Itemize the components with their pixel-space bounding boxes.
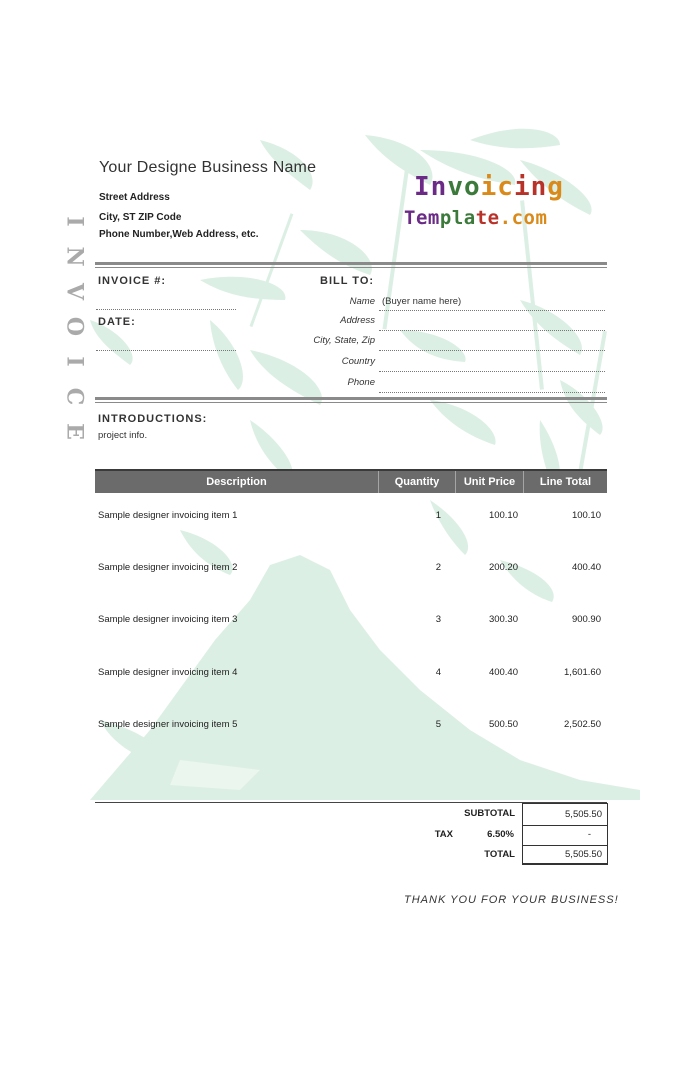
introductions-text[interactable]: project info. [98, 430, 148, 441]
item-description: Sample designer invoicing item 2 [98, 562, 238, 573]
item-unit-price: 400.40 [488, 667, 518, 678]
vertical-title-letter: I [61, 356, 88, 367]
col-line-total: Line Total [539, 476, 592, 488]
business-name: Your Designe Business Name [99, 159, 317, 176]
item-line-total: 1,601.60 [564, 667, 601, 678]
table-row[interactable] [95, 562, 607, 576]
bill-phone-field[interactable] [379, 392, 605, 393]
vertical-title-letter: I [61, 216, 88, 227]
logo-template-com [404, 207, 547, 229]
items-table-header [95, 469, 607, 493]
logo-letter: v [447, 172, 464, 202]
item-description: Sample designer invoicing item 3 [98, 614, 238, 625]
logo-letter: c [497, 172, 514, 202]
street-address: Street Address [99, 192, 170, 203]
table-row[interactable] [95, 719, 607, 733]
logo-letter: l [451, 207, 464, 229]
logo-letter: n [530, 172, 548, 202]
bill-country-label: Country [341, 356, 375, 367]
col-quantity: Quantity [379, 471, 456, 493]
logo-letter: i [513, 172, 531, 202]
introductions-heading: INTRODUCTIONS: [98, 413, 208, 425]
logo-letter: a [463, 207, 476, 229]
logo-letter: m [427, 207, 440, 229]
bill-phone-label: Phone [347, 377, 375, 388]
vertical-title-letter: E [61, 423, 88, 440]
divider-top [95, 262, 607, 265]
subtotal-box [522, 803, 608, 826]
logo-letter: g [547, 172, 564, 202]
logo-letter: t [475, 207, 488, 229]
date-label: DATE: [98, 316, 136, 328]
logo-letter: e [415, 207, 428, 229]
item-quantity: 5 [435, 719, 441, 730]
logo-letter: i [480, 172, 498, 202]
logo-letter: o [463, 172, 481, 202]
table-row[interactable] [95, 510, 607, 524]
bill-country-field[interactable] [379, 371, 605, 372]
total-value: 5,505.50 [565, 849, 602, 860]
item-line-total: 400.40 [571, 562, 601, 573]
item-line-total: 900.90 [571, 614, 601, 625]
tax-label: TAX [434, 829, 453, 840]
logo-letter: m [535, 207, 548, 229]
table-row[interactable] [95, 667, 607, 681]
logo-letter: p [439, 207, 452, 229]
bill-address-field[interactable] [379, 330, 605, 331]
bill-city-field[interactable] [379, 350, 605, 351]
tax-rate[interactable]: 6.50% [487, 829, 514, 840]
logo-letter: I [414, 172, 431, 202]
logo-letter: T [404, 207, 416, 229]
item-quantity: 3 [435, 614, 441, 625]
col-description: Description [95, 471, 379, 493]
subtotal-value: 5,505.50 [565, 809, 602, 820]
city-state-zip: City, ST ZIP Code [99, 212, 182, 223]
item-unit-price: 300.30 [488, 614, 518, 625]
logo-letter: . [499, 207, 512, 229]
bill-city-label: City, State, Zip [313, 335, 375, 346]
vertical-title-letter: C [61, 387, 88, 406]
vertical-title-letter: O [61, 316, 88, 337]
item-unit-price: 200.20 [488, 562, 518, 573]
vertical-title-letter: V [61, 282, 88, 301]
item-description: Sample designer invoicing item 5 [98, 719, 238, 730]
divider-top-thin [95, 267, 607, 268]
logo-letter: n [430, 172, 448, 202]
table-row[interactable] [95, 614, 607, 628]
bill-address-label: Address [340, 315, 375, 326]
col-unit-price: Unit Price [456, 471, 524, 493]
item-quantity: 2 [435, 562, 441, 573]
bill-name-line [379, 310, 605, 311]
invoice-number-field[interactable] [96, 309, 236, 310]
logo-letter: o [523, 207, 536, 229]
item-description: Sample designer invoicing item 1 [98, 510, 238, 521]
bill-to-heading: BILL TO: [320, 275, 375, 287]
item-quantity: 1 [435, 510, 441, 521]
item-unit-price: 500.50 [488, 719, 518, 730]
bill-name-label: Name [349, 296, 375, 307]
item-unit-price: 100.10 [488, 510, 518, 521]
item-line-total: 100.10 [571, 510, 601, 521]
date-field[interactable] [96, 350, 236, 351]
divider-middle [95, 397, 607, 400]
logo-letter: e [487, 207, 500, 229]
invoice-number-label: INVOICE #: [98, 275, 167, 287]
item-quantity: 4 [435, 667, 441, 678]
logo-invoicing [414, 172, 564, 202]
total-box [522, 845, 608, 865]
contact-info: Phone Number,Web Address, etc. [99, 229, 259, 240]
logo-letter: c [511, 207, 524, 229]
total-label: TOTAL [484, 849, 515, 860]
tax-value: - [587, 829, 591, 840]
vertical-invoice-title [61, 204, 88, 449]
bill-name-value[interactable]: (Buyer name here) [382, 296, 462, 307]
divider-middle-thin [95, 402, 607, 403]
item-line-total: 2,502.50 [564, 719, 601, 730]
item-description: Sample designer invoicing item 4 [98, 667, 238, 678]
subtotal-label: SUBTOTAL [464, 808, 515, 819]
vertical-title-letter: N [61, 246, 88, 267]
thank-you-message: THANK YOU FOR YOUR BUSINESS! [404, 894, 619, 906]
tax-box [522, 824, 608, 846]
